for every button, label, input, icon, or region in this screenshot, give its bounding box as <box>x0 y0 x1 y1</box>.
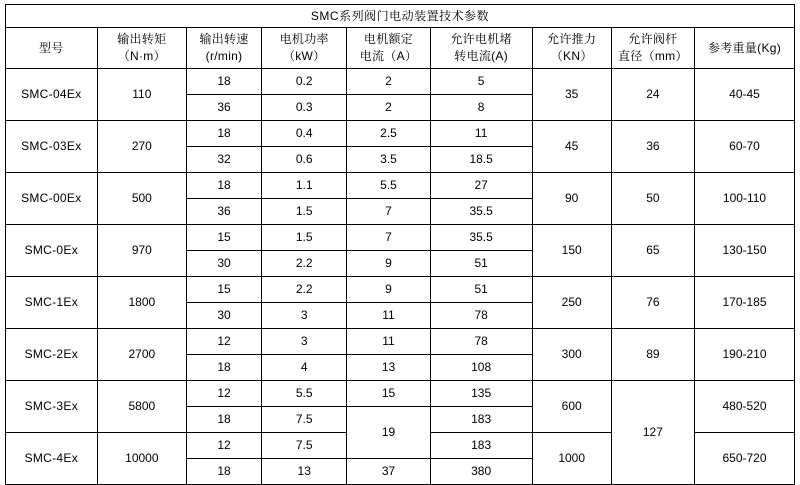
cell-stall-current: 18.5 <box>430 147 532 173</box>
cell-model: SMC-1Ex <box>6 277 98 329</box>
cell-stall-current: 27 <box>430 173 532 199</box>
cell-current: 13 <box>347 355 430 381</box>
header-model: 型号 <box>6 28 98 69</box>
page-title: SMC系列阀门电动装置技术参数 <box>6 5 795 28</box>
header-motor-power-line1: 电机功率（kW） <box>279 31 329 63</box>
cell-torque: 10000 <box>97 433 187 485</box>
cell-stall-current: 35.5 <box>430 199 532 225</box>
header-output-torque-line1: 输出转矩 <box>117 31 167 46</box>
cell-stall-current: 78 <box>430 303 532 329</box>
header-motor-rated-current-line1: 电机额定 <box>363 31 414 46</box>
header-stall-current-line2: 转电流(A) <box>454 49 509 63</box>
header-output-speed <box>187 28 262 69</box>
spec-sheet <box>0 4 800 478</box>
cell-current: 2.5 <box>347 121 430 147</box>
cell-stem-diameter: 36 <box>611 121 694 173</box>
cell-thrust: 1000 <box>532 433 611 485</box>
cell-power: 0.2 <box>262 69 347 95</box>
cell-stall-current: 8 <box>430 95 532 121</box>
header-output-speed-line1: 输出转速 <box>199 31 249 46</box>
cell-model: SMC-04Ex <box>6 69 98 121</box>
cell-torque: 270 <box>97 121 187 173</box>
cell-model: SMC-03Ex <box>6 121 98 173</box>
cell-torque: 1800 <box>97 277 187 329</box>
cell-current: 9 <box>347 251 430 277</box>
header-output-torque-line2: （N·m） <box>117 49 166 63</box>
cell-stem-diameter: 76 <box>611 277 694 329</box>
cell-power: 13 <box>262 459 347 485</box>
table-row <box>6 173 795 199</box>
cell-stall-current: 11 <box>430 121 532 147</box>
header-output-torque <box>97 28 187 69</box>
header-allowed-thrust-line2: （KN） <box>550 49 593 63</box>
cell-current: 11 <box>347 303 430 329</box>
header-stem-diameter-line2: 直径（mm） <box>617 49 688 63</box>
cell-weight: 480-520 <box>695 381 795 433</box>
header-allowed-thrust <box>532 28 611 69</box>
cell-power: 0.4 <box>262 121 347 147</box>
cell-torque: 970 <box>97 225 187 277</box>
cell-speed: 18 <box>187 355 262 381</box>
cell-stem-diameter: 89 <box>611 329 694 381</box>
table-row <box>6 225 795 251</box>
cell-stem-diameter: 65 <box>611 225 694 277</box>
header-motor-rated-current <box>347 28 430 69</box>
cell-speed: 18 <box>187 173 262 199</box>
cell-speed: 18 <box>187 121 262 147</box>
header-stem-diameter-line1: 允许阀杆 <box>628 31 678 46</box>
header-stem-diameter <box>611 28 694 69</box>
cell-model: SMC-00Ex <box>6 173 98 225</box>
header-reference-weight: 参考重量(Kg) <box>695 28 795 69</box>
cell-weight: 170-185 <box>695 277 795 329</box>
cell-stall-current: 5 <box>430 69 532 95</box>
cell-thrust: 600 <box>532 381 611 433</box>
cell-speed: 30 <box>187 251 262 277</box>
cell-thrust: 250 <box>532 277 611 329</box>
cell-torque: 500 <box>97 173 187 225</box>
cell-power: 1.5 <box>262 199 347 225</box>
cell-thrust: 300 <box>532 329 611 381</box>
cell-power: 5.5 <box>262 381 347 407</box>
cell-torque: 110 <box>97 69 187 121</box>
table-row <box>6 69 795 95</box>
cell-power: 3 <box>262 303 347 329</box>
cell-speed: 30 <box>187 303 262 329</box>
cell-stem-diameter: 24 <box>611 69 694 121</box>
cell-current: 7 <box>347 199 430 225</box>
header-stall-current <box>430 28 532 69</box>
cell-current: 37 <box>347 459 430 485</box>
cell-thrust: 45 <box>532 121 611 173</box>
cell-thrust: 35 <box>532 69 611 121</box>
cell-speed: 36 <box>187 95 262 121</box>
cell-thrust: 90 <box>532 173 611 225</box>
cell-weight: 190-210 <box>695 329 795 381</box>
cell-power: 7.5 <box>262 433 347 459</box>
specification-table <box>5 4 795 485</box>
cell-stall-current: 183 <box>430 433 532 459</box>
table-row <box>6 121 795 147</box>
cell-stall-current: 51 <box>430 277 532 303</box>
header-allowed-thrust-line1: 允许推力 <box>547 31 597 46</box>
cell-stall-current: 35.5 <box>430 225 532 251</box>
table-header-row <box>6 28 795 69</box>
cell-power: 2.2 <box>262 277 347 303</box>
cell-speed: 18 <box>187 459 262 485</box>
cell-weight: 100-110 <box>695 173 795 225</box>
table-title-row <box>6 5 795 28</box>
cell-thrust: 150 <box>532 225 611 277</box>
cell-power: 1.5 <box>262 225 347 251</box>
cell-speed: 15 <box>187 277 262 303</box>
cell-stall-current: 51 <box>430 251 532 277</box>
cell-model: SMC-0Ex <box>6 225 98 277</box>
cell-weight: 650-720 <box>695 433 795 485</box>
table-row <box>6 329 795 355</box>
cell-current: 3.5 <box>347 147 430 173</box>
cell-torque: 5800 <box>97 381 187 433</box>
cell-current: 19 <box>347 407 430 459</box>
cell-torque: 2700 <box>97 329 187 381</box>
cell-speed: 18 <box>187 69 262 95</box>
cell-speed: 32 <box>187 147 262 173</box>
cell-current: 5.5 <box>347 173 430 199</box>
cell-speed: 15 <box>187 225 262 251</box>
cell-model: SMC-4Ex <box>6 433 98 485</box>
header-stall-current-line1: 允许电机堵 <box>450 31 512 46</box>
cell-weight: 40-45 <box>695 69 795 121</box>
cell-stall-current: 380 <box>430 459 532 485</box>
cell-model: SMC-3Ex <box>6 381 98 433</box>
cell-power: 0.6 <box>262 147 347 173</box>
cell-stall-current: 78 <box>430 329 532 355</box>
header-motor-rated-current-line2: 电流（A） <box>359 49 418 63</box>
cell-power: 0.3 <box>262 95 347 121</box>
cell-stem-diameter: 50 <box>611 173 694 225</box>
cell-power: 4 <box>262 355 347 381</box>
cell-stem-diameter: 127 <box>611 381 694 485</box>
cell-current: 11 <box>347 329 430 355</box>
cell-stall-current: 183 <box>430 407 532 433</box>
cell-speed: 36 <box>187 199 262 225</box>
cell-power: 7.5 <box>262 407 347 433</box>
cell-stall-current: 108 <box>430 355 532 381</box>
cell-power: 1.1 <box>262 173 347 199</box>
cell-power: 3 <box>262 329 347 355</box>
cell-model: SMC-2Ex <box>6 329 98 381</box>
cell-speed: 12 <box>187 381 262 407</box>
cell-current: 15 <box>347 381 430 407</box>
cell-weight: 130-150 <box>695 225 795 277</box>
cell-speed: 12 <box>187 433 262 459</box>
cell-current: 2 <box>347 69 430 95</box>
cell-current: 9 <box>347 277 430 303</box>
cell-weight: 60-70 <box>695 121 795 173</box>
table-row <box>6 381 795 407</box>
cell-current: 7 <box>347 225 430 251</box>
table-row <box>6 277 795 303</box>
cell-speed: 18 <box>187 407 262 433</box>
cell-stall-current: 135 <box>430 381 532 407</box>
cell-speed: 12 <box>187 329 262 355</box>
header-output-speed-line2: (r/min) <box>205 49 243 63</box>
cell-current: 2 <box>347 95 430 121</box>
header-motor-power <box>262 28 347 69</box>
cell-power: 2.2 <box>262 251 347 277</box>
